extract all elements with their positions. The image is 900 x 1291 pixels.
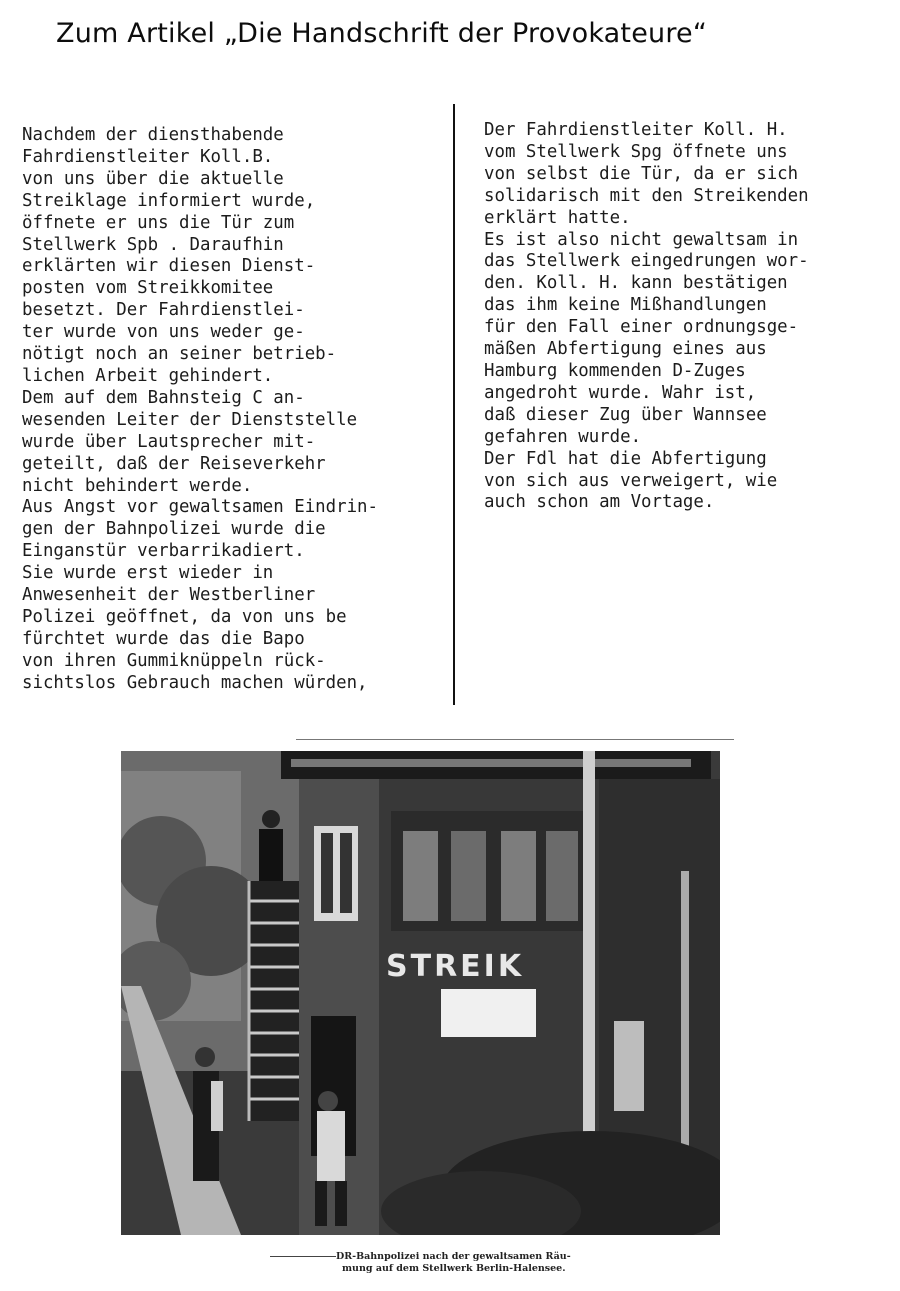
caption-line-1: DR-Bahnpolizei nach der gewaltsamen Räu-	[336, 1251, 571, 1262]
column-divider	[453, 104, 455, 705]
left-column-text: Nachdem der diensthabende Fahrdienstleiter Koll.B. von uns über die aktuelle Streiklage informiert wurde, öffnete er uns die Tür zum Stellwerk Spb . Daraufhin erklärten wir diesen Dienst- posten vom Streikkomitee besetzt. Der Fahrdienstlei- ter wurde von uns weder ge- nötigt noch an seiner betrieb- lichen Arbeit gehindert. Dem auf dem Bahnsteig C an- wesenden Leiter der Dienststelle wurde über Lautsprecher mit- geteilt, daß der Reiseverkehr nicht behindert werde. Aus Angst vor gewaltsamen Eindrin- gen der Bahnpolizei wurde die Einganstür verbarrikadiert. Sie wurde erst wieder in Anwesenheit der Westberliner Polizei geöffnet, da von uns be fürchtet wurde das die Bapo von ihren Gummiknüppeln rück- sichtslos Gebrauch machen würden,	[22, 125, 378, 693]
caption-line-2: mung auf dem Stellwerk Berlin-Halensee.	[342, 1263, 566, 1274]
photo-caption	[336, 1251, 571, 1275]
photo-top-rule	[296, 739, 734, 740]
article-title: Zum Artikel „Die Handschrift der Provokateure“	[56, 18, 708, 49]
caption-leader-line	[270, 1256, 336, 1257]
streik-sign: STREIK	[386, 949, 525, 984]
right-column-text: Der Fahrdienstleiter Koll. H. vom Stellwerk Spg öffnete uns von selbst die Tür, da er sich solidarisch mit den Streikenden erklärt hatte. Es ist also nicht gewaltsam in das Stellwerk eingedrungen wor- den. Koll. H. kann bestätigen das ihm keine Mißhandlungen für den Fall einer ordnungsge- mäßen Abfertigung eines aus Hamburg kommenden D-Zuges angedroht wurde. Wahr ist, daß dieser Zug über Wannsee gefahren wurde. Der Fdl hat die Abfertigung von sich aus verweigert, wie auch schon am Vortage.	[484, 120, 809, 513]
news-photo-signal-box	[121, 751, 720, 1235]
